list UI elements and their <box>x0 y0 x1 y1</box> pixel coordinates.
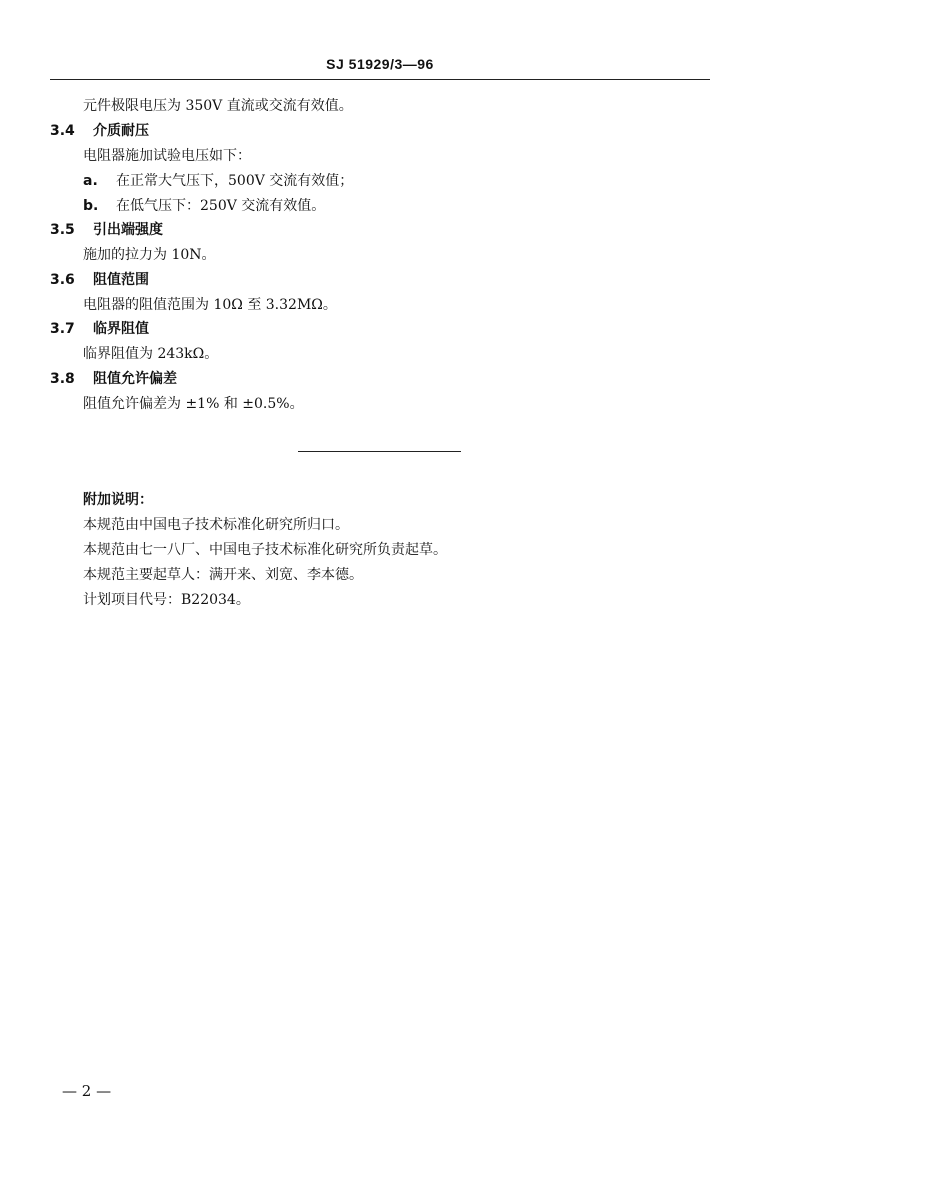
document-code: SJ 51929/3—96 <box>326 56 434 72</box>
note-line-1: 本规范由中国电子技术标准化研究所归口。 <box>83 517 349 533</box>
section-title-3-7: 临界阻值 <box>93 321 149 337</box>
section-number-3-6: 3.6 <box>50 272 75 288</box>
notes-title: 附加说明： <box>83 492 153 508</box>
note-line-2: 本规范由七一八厂、中国电子技术标准化研究所负责起草。 <box>83 542 447 558</box>
intro-line: 元件极限电压为 350V 直流或交流有效值。 <box>83 98 353 114</box>
section-3-4-body: 电阻器施加试验电压如下： <box>83 148 251 164</box>
item-label-b: b. <box>83 198 99 214</box>
section-number-3-7: 3.7 <box>50 321 75 337</box>
header-divider <box>50 79 710 80</box>
section-3-5-body: 施加的拉力为 10N。 <box>83 247 216 263</box>
section-3-6-body: 电阻器的阻值范围为 10Ω 至 3.32MΩ。 <box>83 297 337 313</box>
item-text-a: 在正常大气压下，500V 交流有效值； <box>116 173 354 189</box>
page-number: — 2 — <box>62 1082 112 1100</box>
note-line-4: 计划项目代号：B22034。 <box>83 592 250 608</box>
item-label-a: a. <box>83 173 98 189</box>
section-number-3-4: 3.4 <box>50 123 75 139</box>
item-text-b: 在低气压下：250V 交流有效值。 <box>116 198 326 214</box>
note-line-3: 本规范主要起草人：满开来、刘宽、李本德。 <box>83 567 363 583</box>
section-title-3-6: 阻值范围 <box>93 272 149 288</box>
section-3-8-body: 阻值允许偏差为 ±1% 和 ±0.5%。 <box>83 396 304 412</box>
section-number-3-8: 3.8 <box>50 371 75 387</box>
end-divider <box>298 451 461 452</box>
section-title-3-4: 介质耐压 <box>93 123 149 139</box>
section-3-7-body: 临界阻值为 243kΩ。 <box>83 346 219 362</box>
section-title-3-8: 阻值允许偏差 <box>93 371 177 387</box>
section-number-3-5: 3.5 <box>50 222 75 238</box>
section-title-3-5: 引出端强度 <box>93 222 163 238</box>
